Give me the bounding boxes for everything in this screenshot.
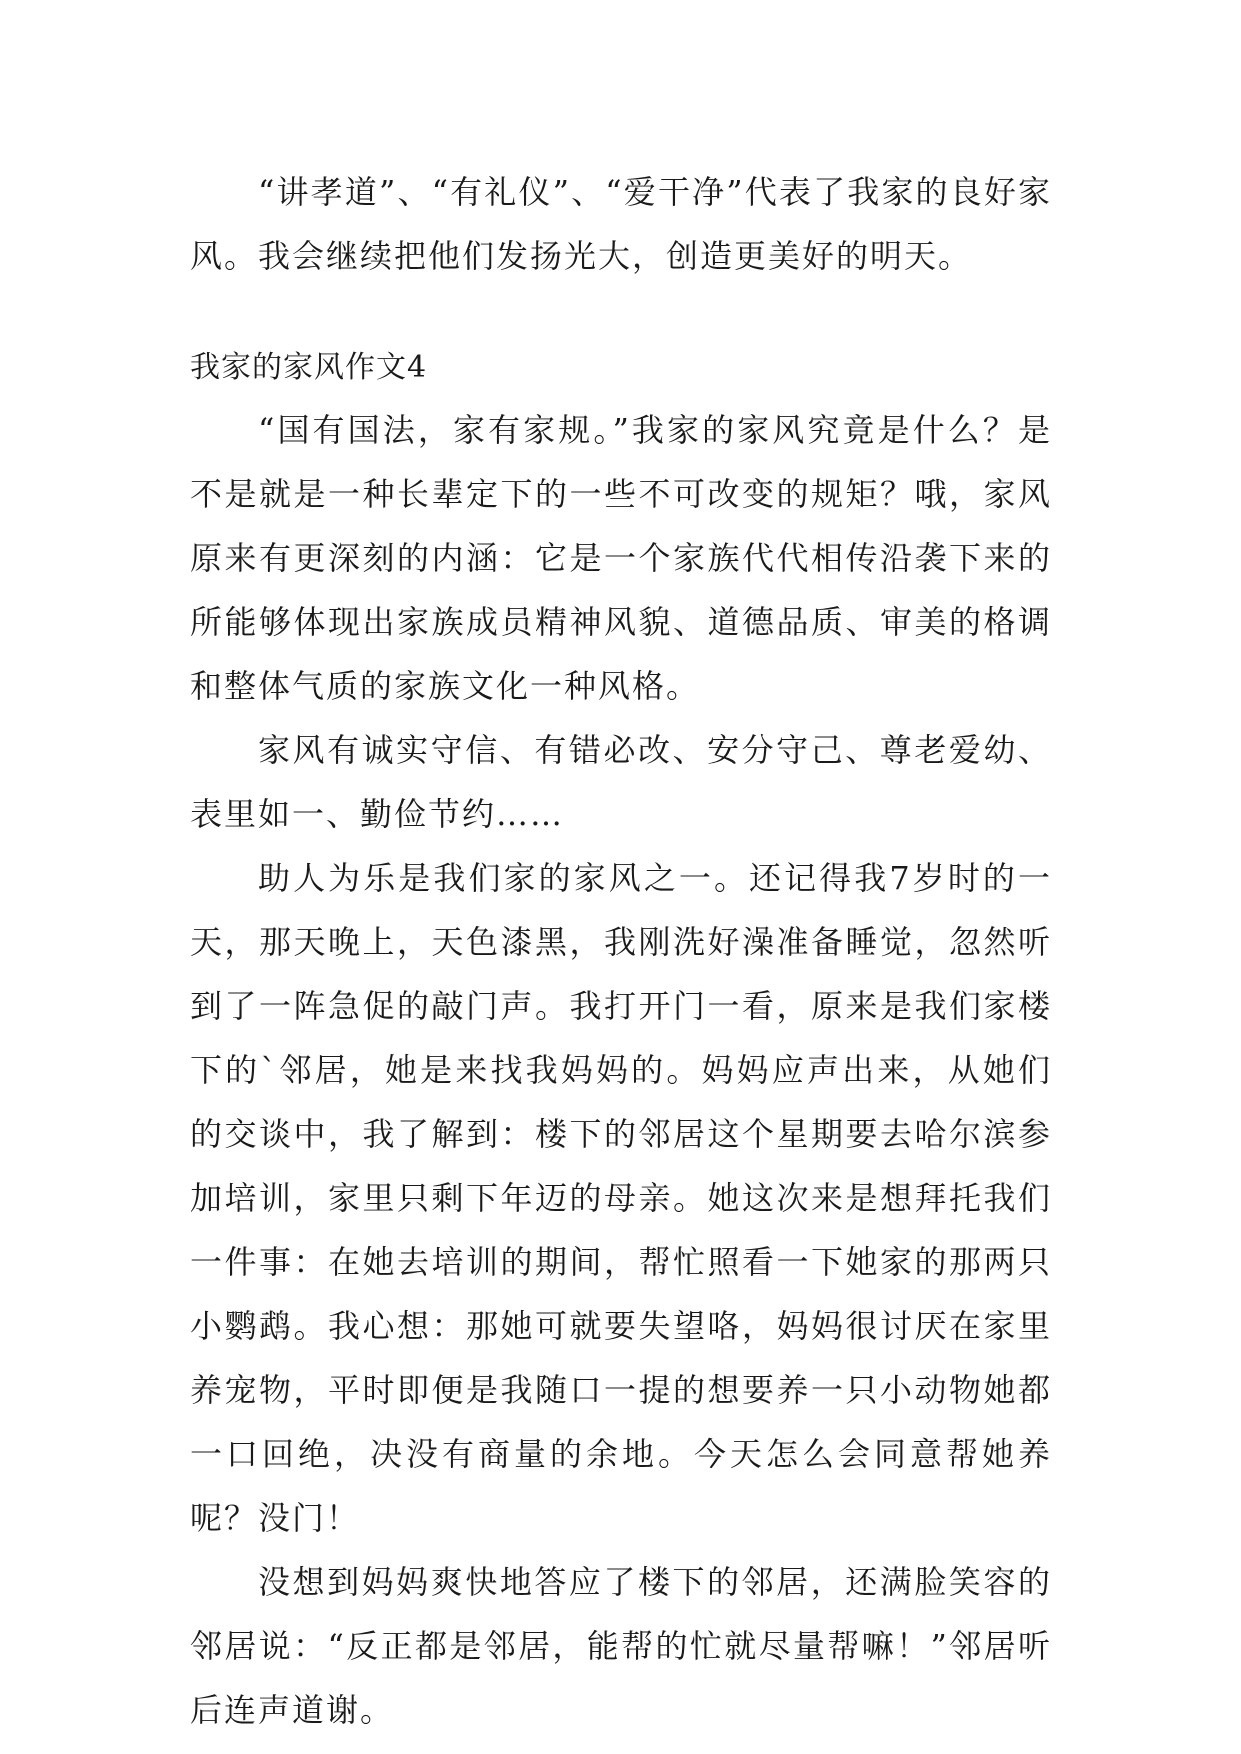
body-paragraph-1: “国有国法，家有家规。”我家的家风究竟是什么？是不是就是一种长辈定下的一些不可改变的规矩？哦，家风原来有更深刻的内涵：它是一个家族代代相传沿袭下来的所能够体现出家族成员精神风貌、道德品质、审美的格调和整体气质的家族文化一种风格。 — [190, 411, 1052, 705]
body-paragraph-4: 没想到妈妈爽快地答应了楼下的邻居，还满脸笑容的邻居说：“反正都是邻居，能帮的忙就尽量帮嘛！”邻居听后连声道谢。 — [190, 1563, 1052, 1729]
body-paragraph-3: 助人为乐是我们家的家风之一。还记得我7岁时的一天，那天晚上，天色漆黑，我刚洗好澡准备睡觉，忽然听到了一阵急促的敲门声。我打开门一看，原来是我们家楼下的`邻居，她是来找我妈妈的。妈妈应声出来，从她们的交谈中，我了解到：楼下的邻居这个星期要去哈尔滨参加培训，家里只剩下年迈的母亲。她这次来是想拜托我们一件事：在她去培训的期间，帮忙照看一下她家的那两只小鹦鹉。我心想：那她可就要失望咯，妈妈很讨厌在家里养宠物，平时即便是我随口一提的想要养一只小动物她都一口回绝，决没有商量的余地。今天怎么会同意帮她养呢？没门！ — [190, 859, 1052, 1537]
section-title: 我家的家风作文4 — [190, 350, 428, 385]
intro-paragraph: “讲孝道”、“有礼仪”、“爱干净”代表了我家的良好家风。我会继续把他们发扬光大，创造更美好的明天。 — [190, 173, 1052, 275]
document-body — [190, 160, 1052, 1742]
section-spacer — [190, 288, 1052, 338]
body-paragraph-2: 家风有诚实守信、有错必改、安分守己、尊老爱幼、表里如一、勤俭节约…… — [190, 731, 1052, 833]
